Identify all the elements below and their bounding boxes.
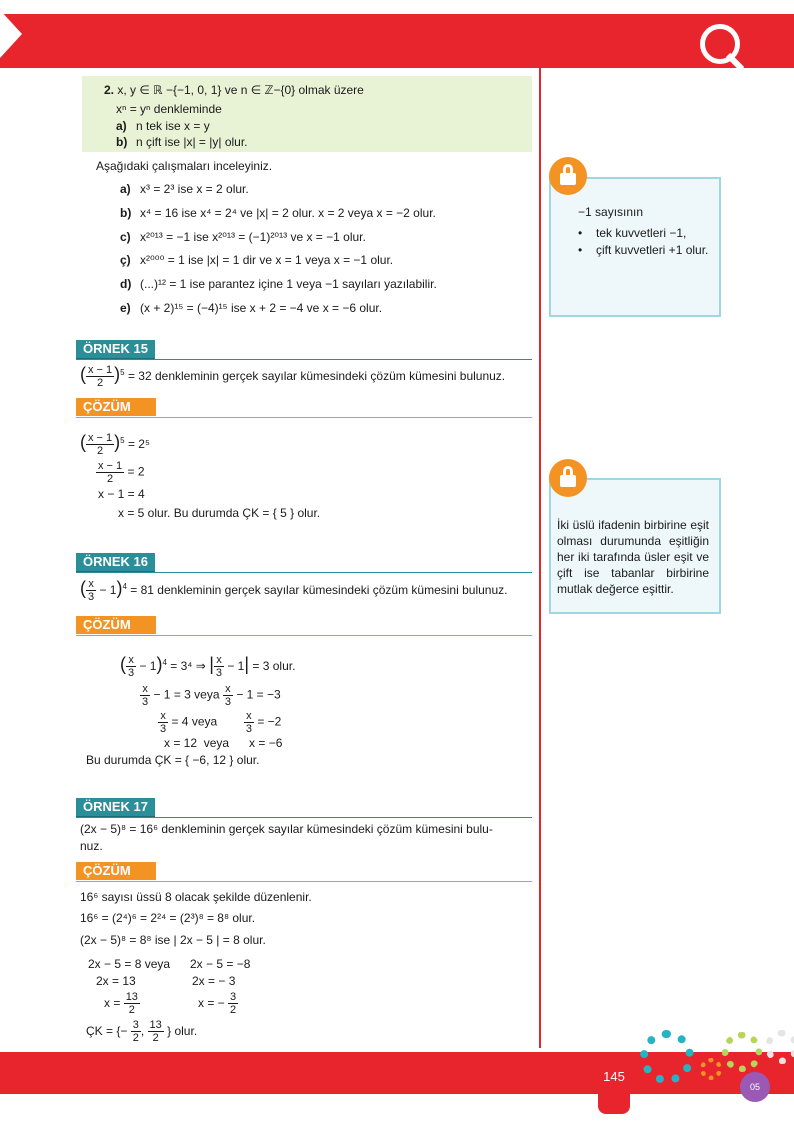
list-text: x²⁰¹³ = −1 ise x²⁰¹³ = (−1)²⁰¹³ ve x = −1 olur.	[140, 230, 366, 244]
exponent: 4	[122, 582, 127, 591]
ornek15-rule	[76, 359, 532, 360]
gear-icon	[700, 1058, 722, 1080]
list-text: x⁴ = 16 ise x⁴ = 2⁴ ve |x| = 2 olur. x = 2 veya x = −2 olur.	[140, 206, 436, 220]
frac-num: x	[244, 710, 254, 723]
side1-bullet2: • çift kuvvetleri +1 olur.	[578, 243, 709, 257]
frac	[86, 432, 114, 457]
side1-bullet1: • tek kuvvetleri −1,	[578, 226, 687, 240]
note-b-text: n çift ise |x| = |y| olur.	[136, 135, 248, 149]
side2-text: İki üslü ifadenin birbirine eşit olması durumunda eşitliğin her iki tarafında üsler eşit ve çift ise tabanlar birbirine mutlak değerce eşittir.	[557, 518, 709, 596]
frac	[140, 683, 150, 708]
lhs: x = −	[198, 996, 225, 1010]
frac	[158, 710, 168, 735]
side1-head: −1 sayısının	[578, 205, 644, 219]
list-item	[120, 205, 436, 221]
ornek16-question: ( $\frac{x}{3}$ − 1)$^4$ = 81 denkleminin gerçek sayılar kümesindeki çözüm kümesini bulunuz.	[80, 578, 508, 604]
minus-one: − 1	[227, 659, 245, 673]
frac-den: 3	[245, 723, 252, 735]
set-sep: ,	[140, 1024, 145, 1038]
part-a: − 1 = 3 veya	[153, 687, 220, 702]
lock-icon	[549, 157, 587, 195]
ornek17-question: (2x − 5)⁸ = 16⁶ denkleminin gerçek sayılar kümesindeki çözüm kümesini bulu-	[80, 822, 493, 836]
frac-den: 2	[97, 445, 104, 458]
sol16-line2	[140, 683, 281, 708]
frac-num: 3	[132, 1019, 139, 1032]
question-text: = 32 denkleminin gerçek sayılar kümesindeki çözüm kümesini bulunuz.	[127, 369, 506, 383]
frac	[223, 683, 233, 708]
frac-den: 3	[88, 591, 95, 604]
sol17-line5a: 2x = 13	[96, 974, 136, 988]
sol16-line3	[158, 710, 281, 735]
frac	[131, 1019, 141, 1044]
part-a: = 4 veya	[171, 714, 218, 729]
sol15-line1: ( $\frac{x - 1}{2}$ )$^5$ = 2⁵	[80, 432, 150, 458]
sol17-line1: 16⁶ sayısı üssü 8 olacak şekilde düzenlenir.	[80, 890, 312, 904]
question-text: = 81 denkleminin gerçek sayılar kümesindeki çözüm kümesini bulunuz.	[130, 583, 508, 597]
frac-den: 2	[230, 1004, 237, 1017]
cozum16-rule	[76, 635, 532, 636]
sol15-line4: x = 5 olur. Bu durumda ÇK = { 5 } olur.	[118, 506, 321, 520]
cozum17-rule	[76, 881, 532, 882]
note-b	[116, 134, 248, 150]
lock-body-icon	[560, 475, 576, 487]
ornek16-rule	[76, 572, 532, 573]
list-label: a)	[120, 182, 131, 196]
frac-num: x	[126, 654, 136, 667]
sol17-line2: 16⁶ = (2⁴)⁶ = 2²⁴ = (2³)⁸ = 8⁸ olur.	[80, 911, 256, 925]
exponent: 5	[120, 436, 125, 445]
exponent: 5	[120, 368, 125, 377]
note-line2: xⁿ = yⁿ denkleminde	[116, 102, 222, 116]
sol17-line4b: 2x − 5 = −8	[190, 957, 251, 971]
lhs: x =	[104, 996, 121, 1010]
gear-05-icon: 05	[740, 1072, 770, 1102]
frac-den: 2	[152, 1032, 159, 1045]
frac-num: 13	[149, 1019, 162, 1032]
note-a-label: a)	[116, 119, 127, 133]
ornek17-rule	[76, 817, 532, 818]
part-b: − 1 = −3	[236, 687, 281, 702]
lock-body-icon	[560, 173, 576, 185]
list-item	[120, 181, 249, 197]
intro-text: Aşağıdaki çalışmaları inceleyiniz.	[96, 159, 273, 173]
note-line1	[104, 82, 364, 98]
list-item	[120, 252, 393, 268]
gear-icon	[640, 1030, 694, 1084]
note-a-text: n tek ise x = y	[136, 119, 210, 133]
cozum15-label: ÇÖZÜM	[76, 398, 156, 416]
list-label: d)	[120, 277, 132, 291]
list-item	[120, 276, 437, 292]
frac-num: x − 1	[88, 364, 113, 377]
frac-den: 3	[128, 667, 135, 680]
list-text: (x + 2)¹⁵ = (−4)¹⁵ ise x + 2 = −4 ve x = −6 olur.	[140, 301, 383, 315]
frac-den: 3	[224, 696, 231, 708]
frac-den: 2	[132, 1032, 139, 1045]
cozum17-label: ÇÖZÜM	[76, 862, 156, 880]
set-open: ÇK = {−	[86, 1024, 128, 1038]
frac-num: x	[86, 578, 96, 591]
cozum15-rule	[76, 417, 532, 418]
header-bar	[0, 14, 794, 68]
sol17-line4a: 2x − 5 = 8 veya	[88, 957, 171, 971]
ornek17-question-cont: nuz.	[80, 839, 103, 853]
frac	[126, 654, 136, 679]
ornek17-title: ÖRNEK 17	[76, 798, 155, 818]
frac	[124, 991, 140, 1016]
note-a	[116, 118, 210, 134]
sol15-line3: x − 1 = 4	[98, 487, 145, 501]
frac	[96, 460, 124, 485]
frac-den: 2	[97, 377, 104, 390]
list-text: (...)¹² = 1 ise parantez içine 1 veya −1 sayıları yazılabilir.	[140, 277, 437, 291]
frac-den: 3	[160, 723, 167, 735]
frac-num: x − 1	[98, 460, 123, 472]
sol16-line1: ( $\frac{x}{3}$ − 1)$^4$ = 3⁴ ⇒ | $\frac{x}{3}$ − 1| = 3 olur.	[120, 654, 296, 680]
note-index: 2.	[104, 83, 115, 97]
tail: = 3 olur.	[252, 659, 296, 673]
frac-den: 3	[142, 696, 149, 708]
sol17-line5b: 2x = − 3	[192, 974, 236, 988]
page-number: 145	[603, 1069, 625, 1084]
frac-num: 13	[125, 991, 138, 1004]
list-text: x³ = 2³ ise x = 2 olur.	[140, 182, 249, 196]
minus-one: − 1	[99, 583, 117, 597]
part-b: = −2	[257, 714, 282, 729]
minus-one: − 1	[139, 659, 157, 673]
sol16-line5: Bu durumda ÇK = { −6, 12 } olur.	[86, 753, 260, 767]
frac	[214, 654, 224, 679]
ornek16-title: ÖRNEK 16	[76, 553, 155, 573]
frac-num: x	[223, 683, 233, 696]
frac-den: 2	[107, 473, 114, 485]
rhs: = 2⁵	[127, 437, 150, 451]
frac-den: 3	[215, 667, 222, 680]
frac	[86, 578, 96, 603]
list-label: b)	[120, 206, 132, 220]
gear-icon	[722, 1032, 762, 1072]
sol17-line7	[86, 1018, 197, 1044]
frac-den: 2	[128, 1004, 135, 1017]
sol17-line3: (2x − 5)⁸ = 8⁸ ise | 2x − 5 | = 8 olur.	[80, 933, 266, 947]
ornek15-fraction	[86, 364, 114, 389]
header-notch	[0, 10, 22, 58]
sol16-line4: x = 12 veya x = −6	[164, 736, 283, 750]
ornek15-title: ÖRNEK 15	[76, 340, 155, 360]
list-label: ç)	[120, 253, 131, 267]
frac	[244, 710, 254, 735]
gear-icon	[765, 1030, 794, 1064]
note-b-label: b)	[116, 135, 128, 149]
frac-num: x	[214, 654, 224, 667]
frac	[148, 1019, 164, 1044]
list-label: e)	[120, 301, 131, 315]
ornek15-question: ( $\frac{x - 1}{2}$ )$^5$ = 32 denkleminin gerçek sayılar kümesindeki çözüm kümesini bulunuz.	[80, 364, 506, 390]
frac-num: 3	[230, 991, 237, 1004]
exponent: 4	[162, 658, 167, 667]
lock-icon	[549, 459, 587, 497]
frac-num: x	[140, 683, 150, 696]
sol17-line6b	[198, 990, 238, 1016]
list-label: c)	[120, 230, 131, 244]
note-text: x, y ∈ ℝ −{−1, 0, 1} ve n ∈ ℤ−{0} olmak üzere	[117, 83, 364, 97]
frac-num: x − 1	[88, 432, 113, 445]
sol17-line6a	[104, 990, 140, 1016]
set-close: } olur.	[167, 1024, 198, 1038]
mid: = 3⁴ ⇒	[170, 659, 206, 673]
sol15-line2	[96, 460, 145, 485]
cozum16-label: ÇÖZÜM	[76, 616, 156, 634]
frac	[228, 991, 238, 1016]
bullet-text: çift kuvvetleri +1 olur.	[596, 243, 709, 257]
column-divider	[539, 68, 541, 1048]
bullet-text: tek kuvvetleri −1,	[596, 226, 687, 240]
list-item	[120, 300, 382, 316]
rhs: = 2	[127, 464, 145, 479]
list-item	[120, 229, 366, 245]
list-text: x²⁰⁰⁰ = 1 ise |x| = 1 dir ve x = 1 veya x = −1 olur.	[140, 253, 394, 267]
frac-num: x	[158, 710, 168, 723]
